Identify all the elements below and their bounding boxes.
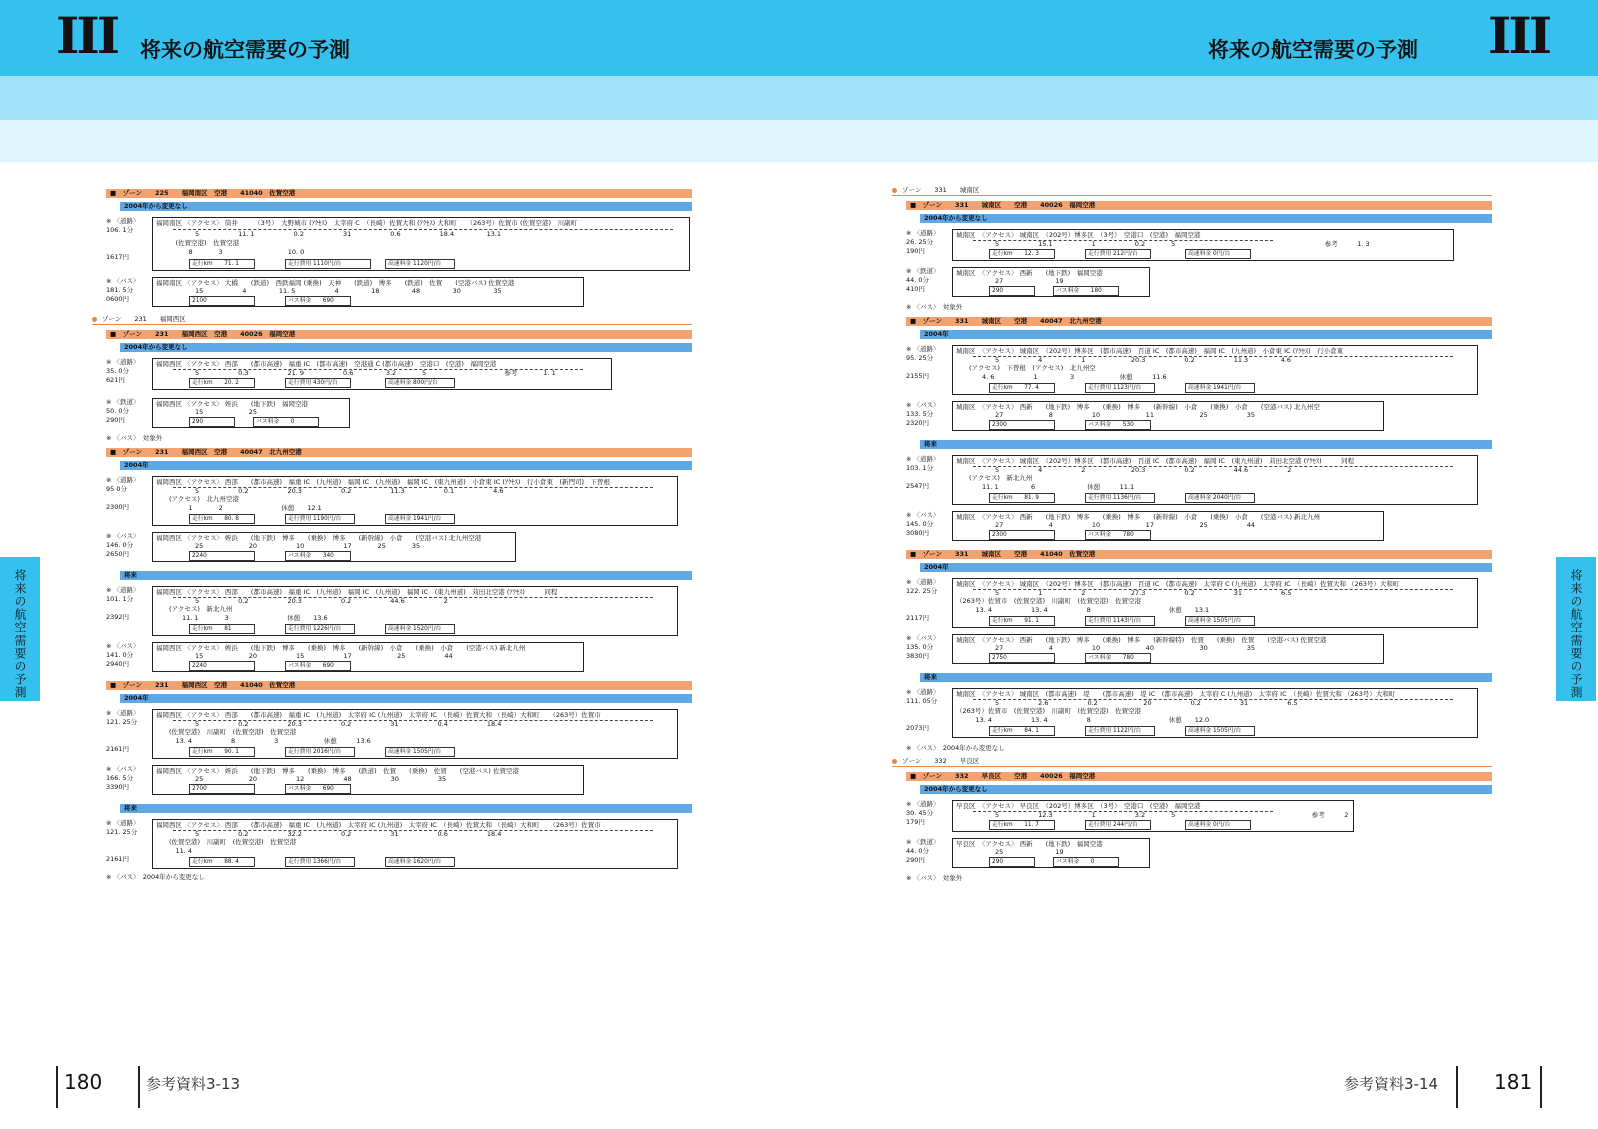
road-entry: ※ 〈道路〉 95 0分 2300円 福岡西区 〈アクセス〉 西部 (都市高速) 福重 IC (九州道) 福岡 IC (九州道) 福岡 IC (東九州道) 小倉東 IC (ｱｸｾｽ) 行小倉東 (新門司) 下曽根 5 0.2 20.3 0.2 11.3 0.1 4.6 (アクセス) 北九州空港 1 2 休憩 12.1 走行km 80. 8 走行費用 1190円/台 高速料金 1941円/台 (106, 476, 692, 532)
road-entry: ※ 〈道路〉 103. 1分 2547円 城南区 〈アクセス〉 城南区 （202号）博多区 (都市高速) 百道 IC (都市高速) 福岡 IC (東九州道) 苅田北空港 (ｱｸｾｽ) 同程 5 4 2 20.3 0.2 44.6 2 (アクセス) 新北九州 11. 1 6 休憩 11.1 走行km 81. 9 走行費用 1136円/台 高速料金 2040円/台 (906, 455, 1492, 511)
page-title-left: 将来の航空需要の予測 (140, 38, 350, 62)
page-number-left: 180 (64, 1070, 103, 1094)
road-label: ※ 〈道路〉 106. 1分 1617円 (106, 217, 140, 261)
route-box: 福岡西区 〈アクセス〉 姪浜 (地下鉄) 博多 (乗換) 博多 (新幹線) 小倉 (乗換) 小倉 (空港バス) 新北九州 15 20 15 17 25 44 2240 バス料金 690 (152, 642, 584, 672)
zone-header: ■ ゾーン 332 早良区 空港 40026 福岡空港 (906, 772, 1492, 781)
period-bar: 2004年 (920, 330, 1492, 339)
route-box: 福岡南区 〈アクセス〉 筒井 （3号） 大野城市 (ｱｸｾｽ) 太宰府 C （長崎）佐賀大和 (ｱｸｾｽ) 大和町 （263号）佐賀市 (佐賀空港) 川副町 5 11. 1 0.2 31 0.6 18.4 13.1 (佐賀空港) 佐賀空港 8 3 10. 0 走行km 71. 1 走行費用 1110円/台 高速料金 1120円/台 (152, 217, 690, 271)
side-tab-left (0, 557, 40, 701)
zone-header: ■ ゾーン 225 福岡南区 空港 41040 佐賀空港 (106, 189, 692, 198)
header-band-light (0, 120, 1598, 162)
zone-header: ■ ゾーン 331 城南区 空港 40047 北九州空港 (906, 317, 1492, 326)
page-number-right: 181 (1494, 1070, 1533, 1094)
side-tab-label: 将来の航空需要の予測 (13, 569, 27, 699)
route-box: 城南区 〈アクセス〉 西新 (地下鉄) 博多 (乗換) 博多 (新幹線) 小倉 (乗換) 小倉 (空港バス) 北九州空 27 8 10 11 25 35 2300 バス料金 530 (952, 401, 1384, 431)
bus-entry: ※ 〈バス〉 181. 5分 0600円 福岡南区 〈アクセス〉 大橋 (鉄道) 西鉄福岡 (乗換) 天神 (鉄道) 博多 (鉄道) 佐賀 (空港バス) 佐賀空港 15 4 11. 5 4 18 48 30 35 2100 バス料金 690 (106, 277, 692, 313)
road-entry: ※ 〈道路〉 111. 05分 2073円 城南区 〈アクセス〉 城南区 (都市高速) 堤 (都市高速) 堤 IC (都市高速) 太宰府 C (九州道) 太宰府 IC （長崎）佐賀大和 （263号）大和町 5 2.6 0.2 20 0.2 31 6.5 （263号）佐賀市 (佐賀空港) 川副町 (佐賀空港) 佐賀空港 13. 4 13. 4 8 休憩 12.0 走行km 84. 1 走行費用 1122円/台 高速料金 1505円/台 (906, 688, 1492, 744)
route-box: 城南区 〈アクセス〉 城南区 （202号）博多区 (都市高速) 百道 IC (都市高速) 福岡 IC (東九州道) 苅田北空港 (ｱｸｾｽ) 同程 5 4 2 20.3 0.2 44.6 2 (アクセス) 新北九州 11. 1 6 休憩 11.1 走行km 81. 9 走行費用 1136円/台 高速料金 2040円/台 (952, 455, 1478, 505)
route-box: 福岡西区 〈アクセス〉 西部 (都市高速) 福重 IC (都市高速) 空港通 C (都市高速) 空港口 (空港) 福岡空港 5 0.3 21. 9 0.6 3.2 5 参考 1. 1 走行km 20. 2 走行費用 430円/台 高速料金 800円/台 (152, 358, 612, 390)
zone-header: ■ ゾーン 331 城南区 空港 41040 佐賀空港 (906, 550, 1492, 559)
road-entry: ※ 〈道路〉 35. 0分 621円 福岡西区 〈アクセス〉 西部 (都市高速) 福重 IC (都市高速) 空港通 C (都市高速) 空港口 (空港) 福岡空港 5 0.3 21. 9 0.6 3.2 5 参考 1. 1 走行km 20. 2 走行費用 430円/台 高速料金 800円/台 (106, 358, 692, 398)
zone-group-heading: ゾーン 331 城南区 (892, 186, 1492, 196)
zone-header: ■ ゾーン 231 福岡西区 空港 40026 福岡空港 (106, 330, 692, 339)
route-box: 福岡西区 〈アクセス〉 姪浜 (地下鉄) 福岡空港 15 25 290 バス料金 0 (152, 398, 350, 428)
period-bar: 将来 (120, 804, 692, 813)
route-box: 福岡西区 〈アクセス〉 姪浜 (地下鉄) 博多 (乗換) 博多 (新幹線) 小倉 (空港バス) 北九州空港 25 20 10 17 25 35 2240 バス料金 340 (152, 532, 516, 562)
period-bar: 2004年から変更なし (920, 785, 1492, 794)
side-tab-label: 将来の航空需要の予測 (1569, 569, 1583, 699)
footer-rule (1540, 1066, 1542, 1108)
chapter-numeral-right: III (1488, 6, 1550, 65)
period-bar: 2004年から変更なし (120, 202, 692, 211)
route-box: 早良区 〈アクセス〉 早良区 （202号）博多区 （3号） 空港口 (空港) 福岡空港 5 12.3 1 3.2 5 参考 2 走行km 11. 7 走行費用 244円/台 高速料金 0円/台 (952, 800, 1354, 832)
reference-label-right: 参考資料3-14 (1344, 1075, 1439, 1093)
route-box: 城南区 〈アクセス〉 西新 (地下鉄) 福岡空港 27 19 290 バス料金 180 (952, 267, 1150, 297)
bus-note: ※ 〈バス〉 対象外 (906, 303, 963, 311)
zone-header: ■ ゾーン 231 福岡西区 空港 41040 佐賀空港 (106, 681, 692, 690)
route-box: 福岡西区 〈アクセス〉 西部 (都市高速) 福重 IC (九州道) 太宰府 IC (九州道) 太宰府 IC （長崎）佐賀大和 （長崎）大和町 （263号）佐賀市 5 0.2 20.3 0.2 31 0.4 18.4 (佐賀空港) 川副町 (佐賀空港) 佐賀空港 13. 4 8 3 休憩 13.6 走行km 90. 1 走行費用 2016円/台 高速料金 1505円/台 (152, 709, 678, 759)
period-bar: 2004年 (120, 461, 692, 470)
bus-entry: ※ 〈バス〉 135. 0分 3830円 城南区 〈アクセス〉 西新 (地下鉄) 博多 (乗換) 博多 (新幹線特) 佐賀 (乗換) 佐賀 (空港バス) 佐賀空港 27 4 10 40 30 35 2750 バス料金 780 (906, 634, 1492, 670)
bus-entry: ※ 〈バス〉 133. 5分 2320円 城南区 〈アクセス〉 西新 (地下鉄) 博多 (乗換) 博多 (新幹線) 小倉 (乗換) 小倉 (空港バス) 北九州空 27 8 10 11 25 35 2300 バス料金 530 (906, 401, 1492, 437)
period-bar: 将来 (920, 673, 1492, 682)
road-entry: ※ 〈道路〉 121. 25分 2161円 福岡西区 〈アクセス〉 西部 (都市高速) 福重 IC (九州道) 太宰府 IC (九州道) 太宰府 IC （長崎）佐賀大和 （長崎）大和町 （263号）佐賀市 5 0.2 20.3 0.2 31 0.4 18.4 (佐賀空港) 川副町 (佐賀空港) 佐賀空港 13. 4 8 3 休憩 13.6 走行km 90. 1 走行費用 2016円/台 高速料金 1505円/台 (106, 709, 692, 765)
route-box: 城南区 〈アクセス〉 西新 (地下鉄) 博多 (乗換) 博多 (新幹線特) 佐賀 (乗換) 佐賀 (空港バス) 佐賀空港 27 4 10 40 30 35 2750 バス料金 780 (952, 634, 1384, 664)
period-bar: 将来 (920, 440, 1492, 449)
route-box: 城南区 〈アクセス〉 城南区 （202号）博多区 (都市高速) 百道 IC (都市高速) 太宰府 C (九州道) 太宰府 IC （長崎）佐賀大和 （263号）大和町 5 1 2 27.3 0.2 31 6.5 （263号）佐賀市 (佐賀空港) 川副町 (佐賀空港) 佐賀空港 13. 4 13. 4 8 休憩 13.1 走行km 91. 1 走行費用 1143円/台 高速料金 1505円/台 (952, 578, 1478, 628)
bus-entry: ※ 〈バス〉 141. 0分 2940円 福岡西区 〈アクセス〉 姪浜 (地下鉄) 博多 (乗換) 博多 (新幹線) 小倉 (乗換) 小倉 (空港バス) 新北九州 15 20 15 17 25 44 2240 バス料金 690 (106, 642, 692, 678)
route-box: 城南区 〈アクセス〉 城南区 （202号）博多区 (都市高速) 百道 IC (都市高速) 福岡 IC (九州道) 小倉東 IC (ｱｸｾｽ) 行小倉東 5 4 1 20.3 0.2 11.3 4.6 (アクセス) 下曽根 (アクセス) 北九州空 4. 6 1 3 休憩 11.6 走行km 77. 4 走行費用 1123円/台 高速料金 1941円/台 (952, 345, 1478, 395)
period-bar: 2004年 (120, 694, 692, 703)
left-page-content (102, 186, 692, 884)
period-bar: 将来 (120, 571, 692, 580)
zone-header: ■ ゾーン 331 城南区 空港 40026 福岡空港 (906, 201, 1492, 210)
bus-note: ※ 〈バス〉 対象外 (106, 434, 163, 442)
route-box: 福岡西区 〈アクセス〉 西部 (都市高速) 福重 IC (九州道) 太宰府 IC (九州道) 太宰府 IC （長崎）佐賀大和 （長崎）大和町 （263号）佐賀市 5 0.2 32.2 0.2 31 0.6 18.4 (佐賀空港) 川副町 (佐賀空港) 佐賀空港 11. 4 走行km 88. 4 走行費用 1366円/台 高速料金 1620円/台 (152, 819, 678, 869)
road-entry (106, 217, 692, 277)
footer-rule (1456, 1066, 1458, 1108)
zone-group-heading: ゾーン 332 早良区 (892, 757, 1492, 767)
bus-entry: ※ 〈バス〉 166. 5分 3390円 福岡西区 〈アクセス〉 姪浜 (地下鉄) 博多 (乗換) 博多 (鉄道) 佐賀 (乗換) 佐賀 (空港バス) 佐賀空港 25 20 12 48 30 35 2700 バス料金 690 (106, 765, 692, 801)
bus-entry: ※ 〈バス〉 145. 0分 3080円 城南区 〈アクセス〉 西新 (地下鉄) 博多 (乗換) 博多 (新幹線) 小倉 (乗換) 小倉 (空港バス) 新北九州 27 4 10 17 25 44 2300 バス料金 780 (906, 511, 1492, 547)
road-entry: ※ 〈道路〉 26. 25分 190円 城南区 〈アクセス〉 城南区 （202号）博多区 （3号） 空港口 (空港) 福岡空港 5 15.1 1 0.2 5 参考 1. 3 走行km 12. 3 走行費用 212円/台 高速料金 0円/台 (906, 229, 1492, 267)
bus-entry: ※ 〈バス〉 146. 0分 2650円 福岡西区 〈アクセス〉 姪浜 (地下鉄) 博多 (乗換) 博多 (新幹線) 小倉 (空港バス) 北九州空港 25 20 10 17 25 35 2240 バス料金 340 (106, 532, 692, 568)
period-bar: 2004年から変更なし (920, 214, 1492, 223)
period-bar: 2004年から変更なし (120, 343, 692, 352)
route-box: 城南区 〈アクセス〉 西新 (地下鉄) 博多 (乗換) 博多 (新幹線) 小倉 (乗換) 小倉 (空港バス) 新北九州 27 4 10 17 25 44 2300 バス料金 780 (952, 511, 1384, 541)
route-box: 城南区 〈アクセス〉 城南区 (都市高速) 堤 (都市高速) 堤 IC (都市高速) 太宰府 C (九州道) 太宰府 IC （長崎）佐賀大和 （263号）大和町 5 2.6 0.2 20 0.2 31 6.5 （263号）佐賀市 (佐賀空港) 川副町 (佐賀空港) 佐賀空港 13. 4 13. 4 8 休憩 12.0 走行km 84. 1 走行費用 1122円/台 高速料金 1505円/台 (952, 688, 1478, 738)
page-title-right: 将来の航空需要の予測 (1208, 38, 1418, 62)
road-entry: ※ 〈道路〉 101. 1分 2392円 福岡西区 〈アクセス〉 西部 (都市高速) 福重 IC (九州道) 福岡 IC (九州道) 福岡 IC (東九州道) 苅田北空港 (ｱｸｾｽ) 同程 5 0.2 20.3 0.2 44.6 2 (アクセス) 新北九州 11. 1 3 休憩 13.6 走行km 81 走行費用 1226円/台 高速料金 1520円/台 (106, 586, 692, 642)
rail-entry: ※ 〈鉄道〉 44. 0分 290円 早良区 〈アクセス〉 西新 (地下鉄) 福岡空港 25 19 290 バス料金 0 (906, 838, 1492, 874)
footer-rule (138, 1066, 140, 1108)
bus-note: ※ 〈バス〉 対象外 (906, 874, 963, 882)
road-entry: ※ 〈道路〉 95. 25分 2155円 城南区 〈アクセス〉 城南区 （202号）博多区 (都市高速) 百道 IC (都市高速) 福岡 IC (九州道) 小倉東 IC (ｱｸｾｽ) 行小倉東 5 4 1 20.3 0.2 11.3 4.6 (アクセス) 下曽根 (アクセス) 北九州空 4. 6 1 3 休憩 11.6 走行km 77. 4 走行費用 1123円/台 高速料金 1941円/台 (906, 345, 1492, 401)
route-box: 早良区 〈アクセス〉 西新 (地下鉄) 福岡空港 25 19 290 バス料金 0 (952, 838, 1150, 868)
footer-rule (56, 1066, 58, 1108)
right-page-content (902, 186, 1492, 885)
road-entry: ※ 〈道路〉 122. 25分 2117円 城南区 〈アクセス〉 城南区 （202号）博多区 (都市高速) 百道 IC (都市高速) 太宰府 C (九州道) 太宰府 IC （長崎）佐賀大和 （263号）大和町 5 1 2 27.3 0.2 31 6.5 （263号）佐賀市 (佐賀空港) 川副町 (佐賀空港) 佐賀空港 13. 4 13. 4 8 休憩 13.1 走行km 91. 1 走行費用 1143円/台 高速料金 1505円/台 (906, 578, 1492, 634)
route-box: 福岡西区 〈アクセス〉 姪浜 (地下鉄) 博多 (乗換) 博多 (鉄道) 佐賀 (乗換) 佐賀 (空港バス) 佐賀空港 25 20 12 48 30 35 2700 バス料金 690 (152, 765, 584, 795)
road-entry: ※ 〈道路〉 30. 45分 179円 早良区 〈アクセス〉 早良区 （202号）博多区 （3号） 空港口 (空港) 福岡空港 5 12.3 1 3.2 5 参考 2 走行km 11. 7 走行費用 244円/台 高速料金 0円/台 (906, 800, 1492, 838)
bus-note: ※ 〈バス〉 2004年から変更なし (906, 744, 1005, 752)
reference-label-left: 参考資料3-13 (146, 1075, 241, 1093)
route-box: 福岡西区 〈アクセス〉 西部 (都市高速) 福重 IC (九州道) 福岡 IC (九州道) 福岡 IC (東九州道) 小倉東 IC (ｱｸｾｽ) 行小倉東 (新門司) 下曽根 5 0.2 20.3 0.2 11.3 0.1 4.6 (アクセス) 北九州空港 1 2 休憩 12.1 走行km 80. 8 走行費用 1190円/台 高速料金 1941円/台 (152, 476, 678, 526)
chapter-numeral-left: III (56, 6, 118, 65)
side-tab-right (1556, 557, 1596, 701)
header-band-mid (0, 76, 1598, 120)
bus-note: ※ 〈バス〉 2004年から変更なし (106, 873, 205, 881)
road-entry: ※ 〈道路〉 121. 25分 2161円 福岡西区 〈アクセス〉 西部 (都市高速) 福重 IC (九州道) 太宰府 IC (九州道) 太宰府 IC （長崎）佐賀大和 （長崎）大和町 （263号）佐賀市 5 0.2 32.2 0.2 31 0.6 18.4 (佐賀空港) 川副町 (佐賀空港) 佐賀空港 11. 4 走行km 88. 4 走行費用 1366円/台 高速料金 1620円/台 (106, 819, 692, 873)
route-box: 城南区 〈アクセス〉 城南区 （202号）博多区 （3号） 空港口 (空港) 福岡空港 5 15.1 1 0.2 5 参考 1. 3 走行km 12. 3 走行費用 212円/台 高速料金 0円/台 (952, 229, 1454, 261)
route-box: 福岡西区 〈アクセス〉 西部 (都市高速) 福重 IC (九州道) 福岡 IC (九州道) 福岡 IC (東九州道) 苅田北空港 (ｱｸｾｽ) 同程 5 0.2 20.3 0.2 44.6 2 (アクセス) 新北九州 11. 1 3 休憩 13.6 走行km 81 走行費用 1226円/台 高速料金 1520円/台 (152, 586, 678, 636)
route-box: 福岡南区 〈アクセス〉 大橋 (鉄道) 西鉄福岡 (乗換) 天神 (鉄道) 博多 (鉄道) 佐賀 (空港バス) 佐賀空港 15 4 11. 5 4 18 48 30 35 2100 バス料金 690 (152, 277, 584, 307)
zone-group-heading: ゾーン 231 福岡西区 (92, 315, 692, 325)
rail-entry: ※ 〈鉄道〉 50. 0分 290円 福岡西区 〈アクセス〉 姪浜 (地下鉄) 福岡空港 15 25 290 バス料金 0 (106, 398, 692, 434)
zone-header: ■ ゾーン 231 福岡西区 空港 40047 北九州空港 (106, 448, 692, 457)
rail-entry: ※ 〈鉄道〉 44. 0分 410円 城南区 〈アクセス〉 西新 (地下鉄) 福岡空港 27 19 290 バス料金 180 (906, 267, 1492, 303)
period-bar: 2004年 (920, 563, 1492, 572)
